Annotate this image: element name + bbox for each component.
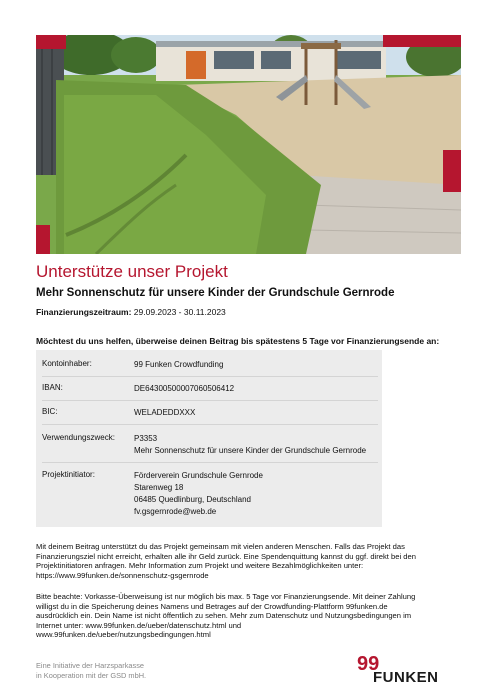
notice-line: willigst du in die Speicherung deines Namens und Betrages auf der Crowdfunding-Plattform 99funken.de <box>36 601 388 611</box>
accent-corner-top-right <box>383 35 461 47</box>
bank-details-panel <box>36 350 382 527</box>
purpose-text: Mehr Sonnenschutz für unsere Kinder der Grundschule Gernrode <box>134 446 367 455</box>
project-photo <box>36 35 461 254</box>
page-title: Unterstütze unser Projekt <box>36 262 228 281</box>
account-holder-label: Kontoinhaber: <box>42 359 92 368</box>
info-line: Mit deinem Beitrag unterstützt du das Projekt gemeinsam mit vielen anderen Menschen. Falls das Projekt das <box>36 542 405 551</box>
financing-period <box>36 307 226 317</box>
accent-bar-right <box>443 150 461 192</box>
accent-corner-top-left <box>36 35 66 49</box>
initiator-value <box>134 470 394 518</box>
logo-number: 99 <box>357 654 380 675</box>
iban-value: DE64300500007060506412 <box>134 384 235 393</box>
project-subtitle: Mehr Sonnenschutz für unsere Kinder der Grundschule Gernrode <box>36 287 395 299</box>
initiator-label: Projektinitiator: <box>42 470 95 479</box>
purpose-code: P3353 <box>134 434 158 443</box>
initiator-email: fv.gsgernrode@web.de <box>134 507 217 516</box>
financing-period-value: 29.09.2023 - 30.11.2023 <box>133 307 226 317</box>
divider <box>42 462 378 463</box>
divider <box>42 376 378 377</box>
schoolyard-illustration <box>36 35 461 254</box>
bic-label: BIC: <box>42 407 58 416</box>
divider <box>42 424 378 425</box>
terms-link[interactable]: www.99funken.de/ueber/nutzungsbedingungen.html <box>36 630 211 640</box>
info-line: Projektinitiatoren anfragen. Mehr Information zum Projekt und weitere Bezahlmöglichkeiten unter: <box>36 561 364 571</box>
purpose-label: Verwendungszweck: <box>42 433 115 442</box>
footer-credit-line: in Kooperation mit der GSD mbH. <box>36 671 147 680</box>
footer-credit <box>36 661 146 681</box>
notice-line: Bitte beachte: Vorkasse-Überweisung ist nur möglich bis max. 5 Tage vor Finanzierungsende. Mit deiner Zahlung <box>36 592 416 601</box>
privacy-link[interactable]: Internet unter: www.99funken.de/ueber/datenschutz.html und <box>36 620 242 630</box>
divider <box>42 400 378 401</box>
financing-period-label: Finanzierungszeitraum: <box>36 307 132 317</box>
99funken-logo <box>357 654 461 684</box>
iban-label: IBAN: <box>42 383 63 392</box>
accent-corner-bottom-left <box>36 225 50 254</box>
intro-text: Möchtest du uns helfen, überweise deinen Beitrag bis spätestens 5 Tage vor Finanzierungsende an: <box>36 336 440 346</box>
account-holder-value: 99 Funken Crowdfunding <box>134 360 224 369</box>
info-paragraph <box>36 542 456 580</box>
logo-word: FUNKEN <box>373 669 439 684</box>
purpose-value <box>134 433 394 457</box>
initiator-name: Förderverein Grundschule Gernrode <box>134 471 263 480</box>
info-line: Finanzierungsziel nicht erreicht, erhalten alle ihr Geld zurück. Eine Spendenquittung kannst du ggf. direkt bei den <box>36 551 416 561</box>
notice-paragraph <box>36 592 456 640</box>
bic-value: WELADEDDXXX <box>134 408 196 417</box>
footer-credit-line: Eine Initiative der Harzsparkasse <box>36 661 145 670</box>
initiator-street: Starenweg 18 <box>134 483 184 492</box>
initiator-city: 06485 Quedlinburg, Deutschland <box>134 495 251 504</box>
project-link[interactable]: https://www.99funken.de/sonnenschutz-gsgernrode <box>36 570 209 580</box>
notice-line: ausdrücklich ein. Dein Name ist nicht öffentlich zu sehen. Mehr zum Datenschutz und Nutzungsbedingungen im <box>36 611 412 621</box>
